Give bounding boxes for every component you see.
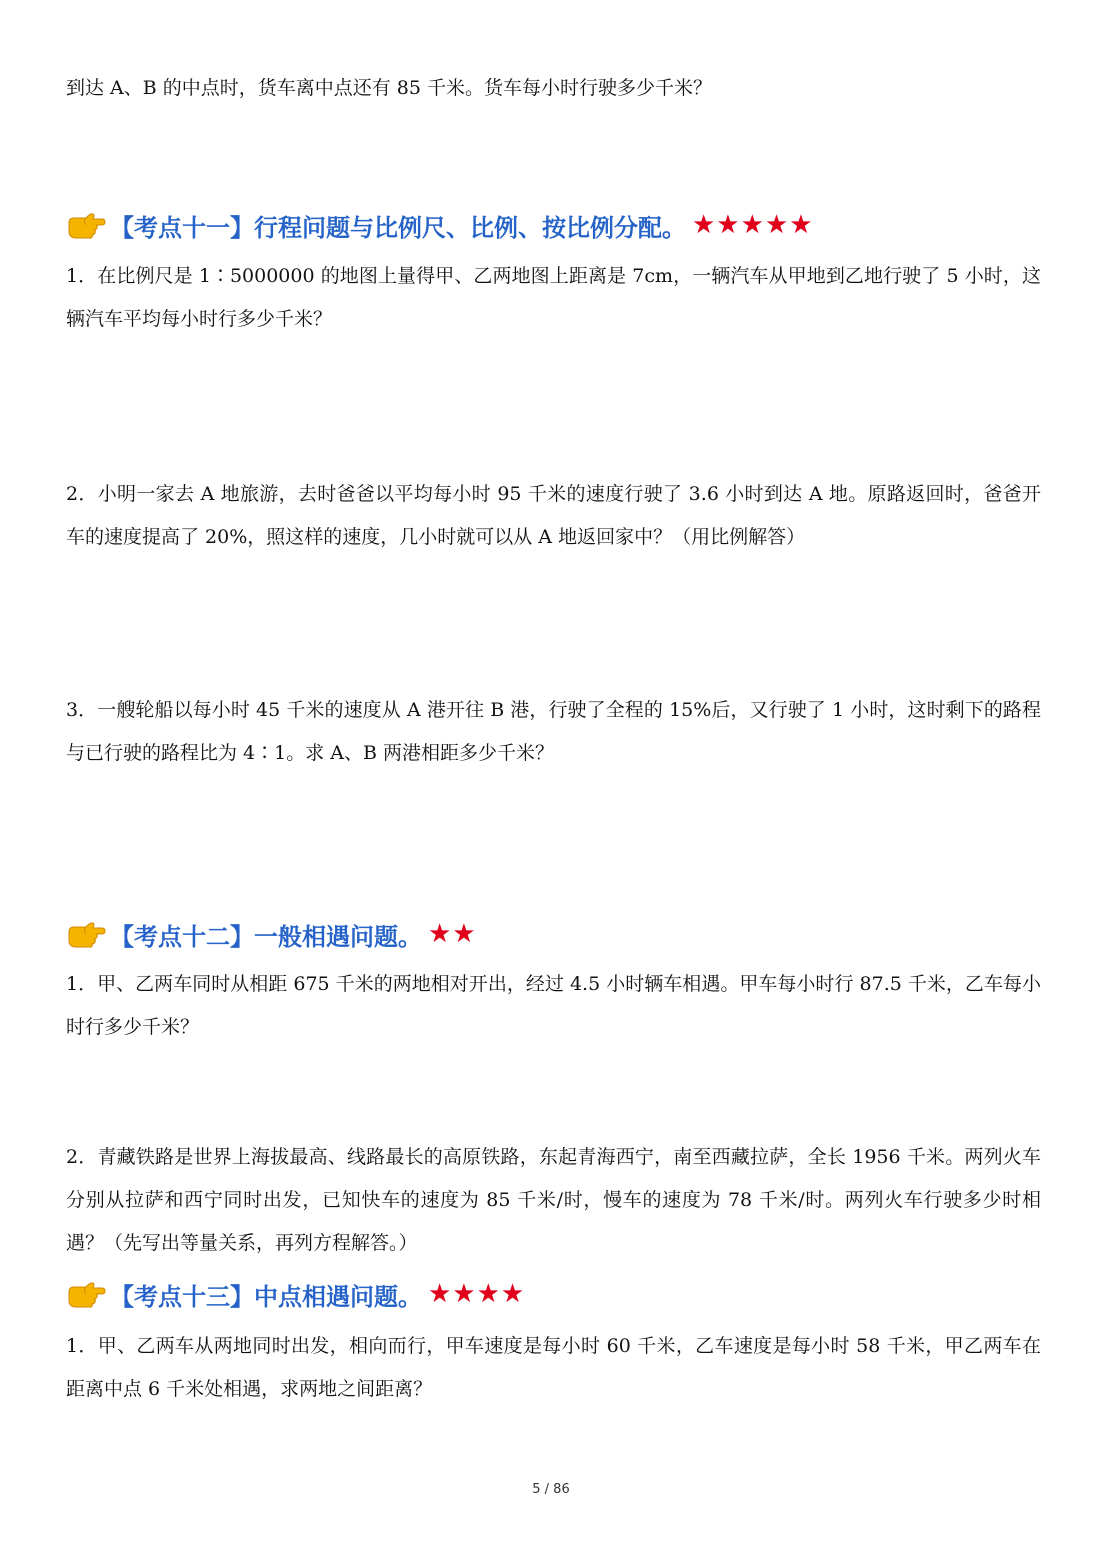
- question-13-1: 1．甲、乙两车从两地同时出发，相向而行，甲车速度是每小时 60 千米，乙车速度是每小时 58 千米，甲乙两车在距离中点 6 千米处相遇，求两地之间距离？: [66, 1335, 1041, 1400]
- pointing-hand-icon: [66, 209, 106, 241]
- pointing-hand-icon: [66, 918, 106, 950]
- difficulty-stars: ★★★★★: [692, 210, 814, 240]
- question-12-1: 1．甲、乙两车同时从相距 675 千米的两地相对开出，经过 4.5 小时辆车相遇。甲车每小时行 87.5 千米，乙车每小时行多少千米？: [66, 973, 1041, 1038]
- section-title: 【考点十二】一般相遇问题。: [110, 922, 422, 951]
- continuation-text: 到达 A、B 的中点时，货车离中点还有 85 千米。货车每小时行驶多少千米？: [66, 77, 713, 99]
- question-12-2: 2．青藏铁路是世界上海拔最高、线路最长的高原铁路，东起青海西宁，南至西藏拉萨，全长 1956 千米。两列火车分别从拉萨和西宁同时出发，已知快车的速度为 85 千米/时，慢车的速度为 78 千米/时。两列火车行驶多少时相遇？（先写出等量关系，再列方程解答。）: [66, 1146, 1041, 1254]
- page-number: 5 / 86: [532, 1482, 570, 1497]
- question-11-2: 2．小明一家去 A 地旅游，去时爸爸以平均每小时 95 千米的速度行驶了 3.6 小时到达 A 地。原路返回时，爸爸开车的速度提高了 20%，照这样的速度，几小时就可以从 A 地返回家中？（用比例解答）: [66, 483, 1041, 548]
- difficulty-stars: ★★: [428, 919, 477, 949]
- question-11-3: 3．一艘轮船以每小时 45 千米的速度从 A 港开往 B 港，行驶了全程的 15%后，又行驶了 1 小时，这时剩下的路程与已行驶的路程比为 4∶1。求 A、B 两港相距多少千米？: [66, 699, 1041, 764]
- section-heading-12: [66, 914, 477, 954]
- question-11-1: 1．在比例尺是 1∶5000000 的地图上量得甲、乙两地图上距离是 7cm，一辆汽车从甲地到乙地行驶了 5 小时，这辆汽车平均每小时行多少千米？: [66, 265, 1041, 330]
- pointing-hand-icon: [66, 1278, 106, 1310]
- section-heading-13: [66, 1274, 525, 1314]
- section-title: 【考点十三】中点相遇问题。: [110, 1282, 422, 1311]
- section-title: 【考点十一】行程问题与比例尺、比例、按比例分配。: [110, 213, 686, 242]
- section-heading-11: [66, 205, 814, 245]
- difficulty-stars: ★★★★: [428, 1279, 526, 1309]
